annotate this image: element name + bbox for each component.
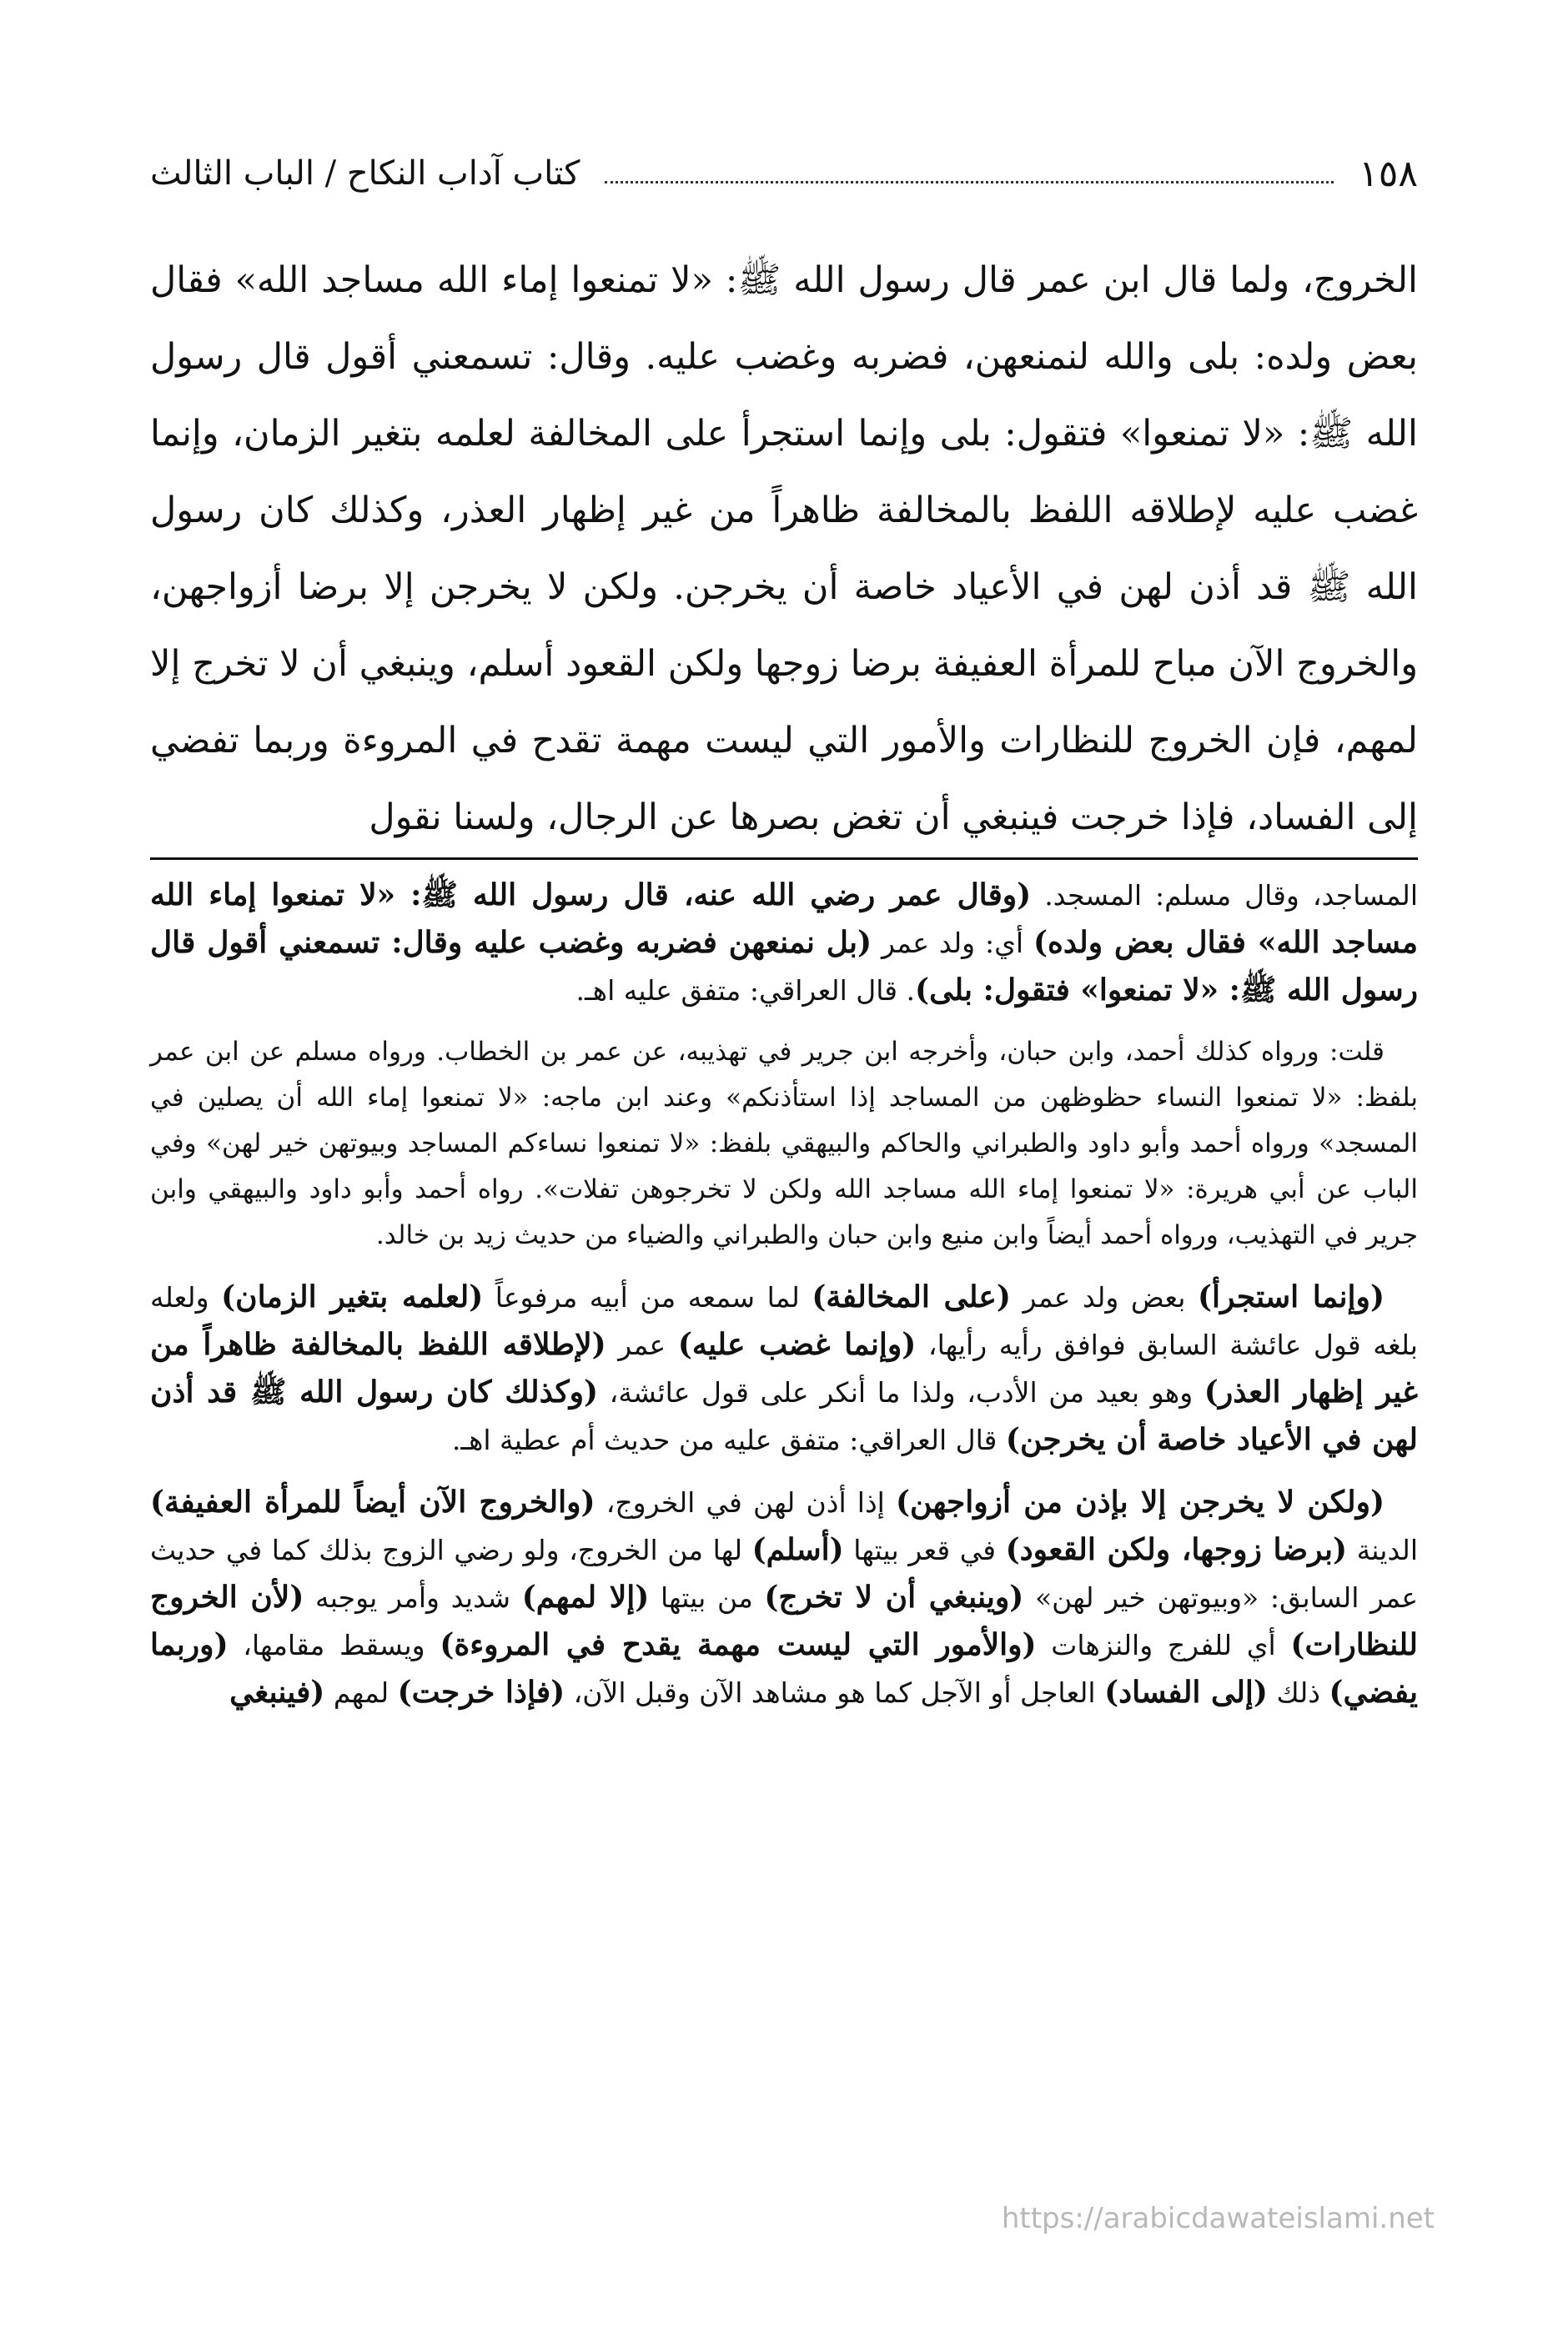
quoted-source-text: (لإطلاقه اللفظ بالمخالفة ظاهراً من غير إظهار العذر) <box>150 1327 1418 1410</box>
commentary-paragraph-2: قلت: ورواه كذلك أحمد، وابن حبان، وأخرجه ابن جرير في تهذيبه، عن عمر بن الخطاب. ورواه مسلم عن ابن عمر بلفظ: «لا تمنعوا النساء حظوظهن من المساجد إذا استأذنكم» وعند ابن ماجه: «لا تمنعوا إماء الله أن يصلين في المسجد» ورواه أحمد وأبو داود والطبراني والحاكم والبيهقي بلفظ: «لا تمنعوا نساءكم المساجد وبيوتهن خير لهن» وفي الباب عن أبي هريرة: «لا تمنعوا إماء الله مساجد الله ولكن لا تخرجوهن تفلات». رواه أحمد وأبو داود والبيهقي وابن جرير في التهذيب، ورواه أحمد أيضاً وابن منيع وابن حبان والطبراني والضياء من حديث زيد بن خالد. <box>150 1037 1418 1250</box>
footnote-separator <box>150 857 1418 860</box>
quoted-source-text: (برضا زوجها، ولكن القعود) <box>1005 1532 1348 1567</box>
quoted-source-text: (والأمور التي ليست مهمة يقدح في المروءة) <box>440 1627 1037 1662</box>
quoted-source-text: (أسلم) <box>751 1532 844 1567</box>
commentary-text: ذلك <box>1267 1676 1329 1709</box>
page-number: ١٥٨ <box>1359 152 1418 195</box>
quoted-source-text: (ولكن لا يخرجن إلا بإذن من أزواجهن) <box>896 1485 1385 1520</box>
quoted-source-text: (لعلمه بتغير الزمان) <box>221 1279 484 1314</box>
quoted-source-text: (وينبغي أن لا تخرج) <box>764 1580 1024 1615</box>
commentary-text: أي: ولد عمر <box>872 927 1033 959</box>
quoted-source-text: (وإنما غضب عليه) <box>677 1327 917 1362</box>
commentary-paragraph-4 <box>150 1479 1418 1716</box>
quoted-source-text: (على المخالفة) <box>812 1279 1011 1314</box>
commentary-text: من بيتها <box>649 1581 765 1614</box>
quoted-source-text: (وكذلك كان رسول الله ﷺ قد أذن لهن في الأعياد خاصة أن يخرجن) <box>150 1375 1418 1457</box>
commentary-text: بعض ولد عمر <box>1010 1281 1198 1314</box>
quoted-source-text: (إلا لمهم) <box>521 1580 650 1615</box>
commentary-text: المساجد، وقال مسلم: المسجد. <box>1031 879 1419 912</box>
commentary-text: وهو بعيد من الأدب، ولذا ما أنكر على قول عائشة، <box>598 1376 1204 1409</box>
commentary-text: لما سمعه من أبيه مرفوعاً <box>483 1281 812 1314</box>
commentary-text: . قال العراقي: متفق عليه اهـ. <box>575 974 916 1007</box>
header-dot-leader <box>605 181 1334 183</box>
quoted-source-text: (وإنما استجرأ) <box>1197 1279 1385 1314</box>
commentary-text: ولعله بلغه قول عائشة السابق فوافق رأيه رأيها، <box>150 1281 1418 1361</box>
quoted-source-text: (بل نمنعهن فضربه وغضب عليه وقال: تسمعني أقول قال رسول الله ﷺ: «لا تمنعوا» فتقول: بلى) <box>150 925 1418 1008</box>
main-text: الخروج، ولما قال ابن عمر قال رسول الله ﷺ: «لا تمنعوا إماء الله مساجد الله» فقال بعض ولده: بلى والله لنمنعهن، فضربه وغضب عليه. وقال: تسمعني أقول قال رسول الله ﷺ: «لا تمنعوا» فتقول: بلى وإنما استجرأ على المخالفة لعلمه بتغير الزمان، وإنما غضب عليه لإطلاقه اللفظ بالمخالفة ظاهراً من غير إظهار العذر، وكذلك كان رسول الله ﷺ قد أذن لهن في الأعياد خاصة أن يخرجن. ولكن لا يخرجن إلا برضا أزواجهن، والخروج الآن مباح للمرأة العفيفة برضا زوجها ولكن القعود أسلم، وينبغي أن لا تخرج إلا لمهم، فإن الخروج للنظارات والأمور التي ليست مهمة تقدح في المروءة وربما تفضي إلى الفساد، فإذا خرجت فينبغي أن تغض بصرها عن الرجال، ولسنا نقول <box>150 259 1418 838</box>
commentary-text: لها من الخروج، ولو رضي الزوج بذلك كما في حديث عمر السابق: «وبيوتهن خير لهن» <box>150 1534 1419 1614</box>
quoted-source-text: (والخروج الآن أيضاً للمرأة العفيفة) <box>150 1485 596 1520</box>
commentary-text: قال العراقي: متفق عليه من حديث أم عطية اهـ. <box>451 1424 1006 1456</box>
commentary <box>150 872 1418 1731</box>
quoted-source-text: (إلى الفساد) <box>1104 1675 1268 1710</box>
quoted-source-text: (فإذا خرجت) <box>397 1675 565 1710</box>
quoted-source-text: (وقال عمر رضي الله عنه، قال رسول الله ﷺ: «لا تمنعوا إماء الله مساجد الله» فقال بعض ولده) <box>150 877 1418 960</box>
page-header <box>150 140 1418 207</box>
commentary-text: لمهم <box>324 1676 398 1709</box>
commentary-text: أي للفرج والنزهات <box>1036 1629 1291 1661</box>
commentary-text: العاجل أو الآجل كما هو مشاهد الآن وقبل الآن، <box>565 1676 1105 1709</box>
quoted-source-text: (وربما يفضي) <box>150 1627 1418 1710</box>
commentary-text: ويسقط مقامها، <box>228 1629 440 1661</box>
site-watermark: https://arabicdawateislami.net <box>1001 2202 1435 2235</box>
running-title: كتاب آداب النكاح / الباب الثالث <box>150 154 580 193</box>
commentary-text: عمر <box>606 1329 678 1361</box>
commentary-paragraph-1 <box>150 872 1418 1014</box>
commentary-text: شديد وأمر يوجبه <box>304 1581 522 1614</box>
commentary-text: إذا أذن لهن في الخروج، <box>595 1486 896 1519</box>
commentary-paragraph-3 <box>150 1274 1418 1464</box>
commentary-text: الدينة <box>1347 1534 1418 1566</box>
quoted-source-text: (فينبغي <box>229 1675 325 1710</box>
commentary-text: في قعر بيتها <box>843 1534 1006 1566</box>
quoted-source-text: (لأن الخروج للنظارات) <box>150 1580 1418 1662</box>
